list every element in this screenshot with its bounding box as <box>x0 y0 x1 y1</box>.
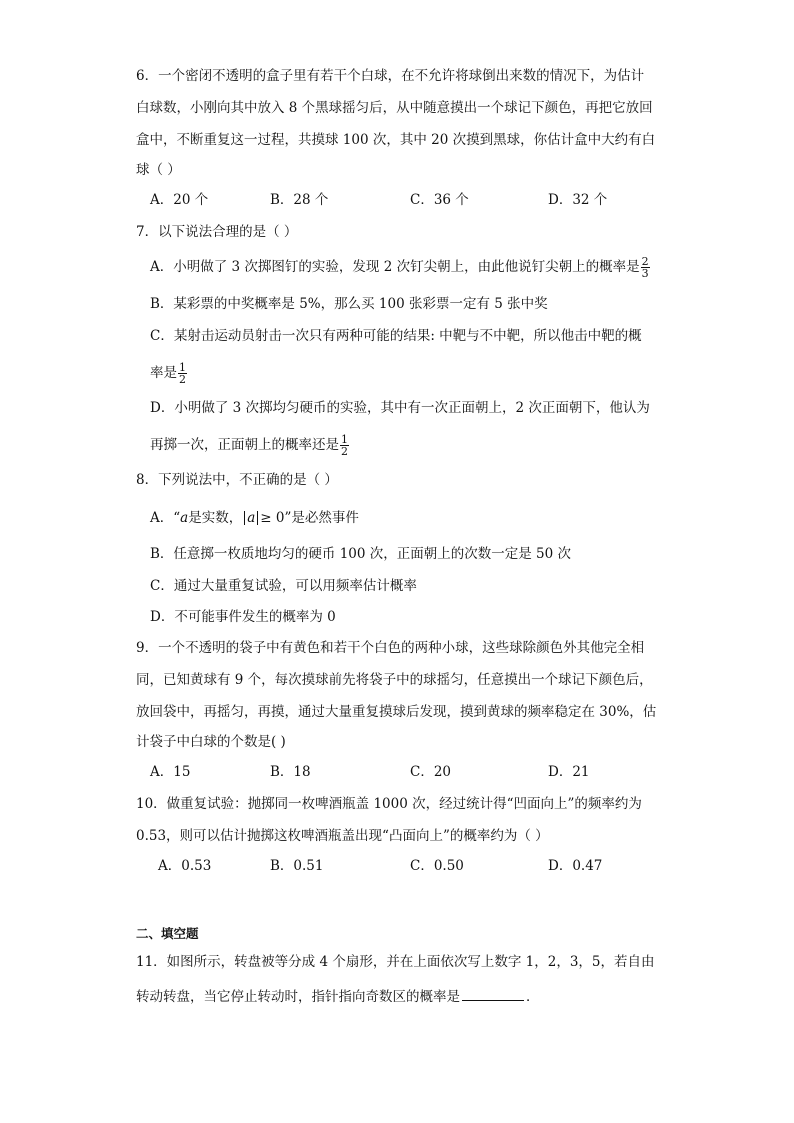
q9-line-3: 放回袋中，再摇匀，再摸，通过大量重复摸球后发现，摸到黄球的频率稳定在 30%，估 <box>136 704 657 720</box>
fraction-denominator: 2 <box>179 373 186 386</box>
q9-option-b: B．18 <box>270 764 311 780</box>
fraction <box>340 434 349 457</box>
q7-option-a <box>150 256 650 279</box>
q8-option-a-suffix: ≥ 0”是必然事件 <box>260 510 359 526</box>
q11-line-1: 11．如图所示，转盘被等分成 4 个扇形，并在上面依次写上数字 1，2，3，5，若自由 <box>136 954 655 970</box>
q8-option-a <box>150 508 359 528</box>
fraction-numerator: 1 <box>179 361 186 374</box>
q6-line-1: 6．一个密闭不透明的盒子里有若干个白球，在不允许将球倒出来数的情况下，为估计 <box>136 68 645 84</box>
q10-option-b: B．0.51 <box>270 858 324 874</box>
q6-option-a: A．20 个 <box>150 192 209 208</box>
q11-line-2-text: 转动转盘，当它停止转动时，指针指向奇数区的概率是 <box>136 989 460 1005</box>
q10-option-d: D．0.47 <box>548 858 603 874</box>
q6-line-3: 盒中，不断重复这一过程，共摸球 100 次，其中 20 次摸到黑球，你估计盒中大约有白 <box>136 132 656 148</box>
q9-line-1: 9．一个不透明的袋子中有黄色和若干个白色的两种小球，这些球除颜色外其他完全相 <box>136 640 645 656</box>
q8-option-c: C．通过大量重复试验，可以用频率估计概率 <box>150 578 417 594</box>
q8-option-a-middle: 是实数， <box>188 510 243 526</box>
q10-option-a: A．0.53 <box>158 858 212 874</box>
q8-stem: 8．下列说法中，不正确的是（ ） <box>136 472 338 488</box>
section-heading: 二、填空题 <box>136 926 199 941</box>
q10-line-2: 0.53，则可以估计抛掷这枚啤酒瓶盖出现“凸面向上”的概率约为（ ） <box>136 828 549 844</box>
fraction-numerator: 1 <box>341 433 348 446</box>
q11-line-2 <box>136 986 540 1007</box>
q11-line-2-end: ． <box>526 989 540 1005</box>
fraction <box>178 362 187 385</box>
q7-option-d-line-2-text: 再掷一次，正面朝上的概率还是 <box>150 437 339 453</box>
q6-option-c: C．36 个 <box>410 192 469 208</box>
q9-option-c: C．20 <box>410 764 452 780</box>
math-variable: a <box>180 510 189 526</box>
q6-line-2: 白球数，小刚向其中放入 8 个黑球摇匀后，从中随意摸出一个球记下颜色，再把它放回 <box>136 100 653 116</box>
q7-option-c-line-2 <box>150 362 187 385</box>
q10-option-c: C．0.50 <box>410 858 464 874</box>
q8-option-a-prefix: A．“ <box>150 510 181 526</box>
q9-option-a: A．15 <box>150 764 191 780</box>
q9-line-4: 计袋子中白球的个数是( ) <box>136 734 286 750</box>
answer-blank[interactable] <box>462 986 524 1001</box>
fraction <box>641 256 650 279</box>
q6-option-d: D．32 个 <box>548 192 608 208</box>
absolute-value: a <box>244 511 258 525</box>
q7-option-c-line-1: C．某射击运动员射击一次只有两种可能的结果: 中靶与不中靶，所以他击中靶的概 <box>150 328 642 344</box>
q7-option-c-line-2-text: 率是 <box>150 365 177 381</box>
fraction-denominator: 2 <box>341 445 348 458</box>
q9-line-2: 同，已知黄球有 9 个，每次摸球前先将袋子中的球摇匀，任意摸出一个球记下颜色后， <box>136 672 653 688</box>
q7-option-a-text: A．小明做了 3 次掷图钉的实验，发现 2 次钉尖朝上，由此他说钉尖朝上的概率是 <box>150 259 640 275</box>
q8-option-b: B．任意掷一枚质地均匀的硬币 100 次，正面朝上的次数一定是 50 次 <box>150 546 572 562</box>
q7-option-b: B．某彩票的中奖概率是 5%，那么买 100 张彩票一定有 5 张中奖 <box>150 296 548 312</box>
q6-line-4: 球（ ） <box>136 162 181 178</box>
q9-option-d: D．21 <box>548 764 590 780</box>
fraction-denominator: 3 <box>641 267 649 280</box>
q6-option-b: B．28 个 <box>270 192 329 208</box>
q7-option-d-line-2 <box>150 434 349 457</box>
q7-stem: 7．以下说法合理的是（ ） <box>136 224 298 240</box>
q10-line-1: 10．做重复试验：抛掷同一枚啤酒瓶盖 1000 次，经过统计得“凹面向上”的频率约为 <box>136 796 642 812</box>
q7-option-d-line-1: D．小明做了 3 次掷均匀硬币的实验，其中有一次正面朝上，2 次正面朝下，他认为 <box>150 400 650 416</box>
fraction-numerator: 2 <box>641 255 649 268</box>
q8-option-d: D．不可能事件发生的概率为 0 <box>150 609 336 625</box>
